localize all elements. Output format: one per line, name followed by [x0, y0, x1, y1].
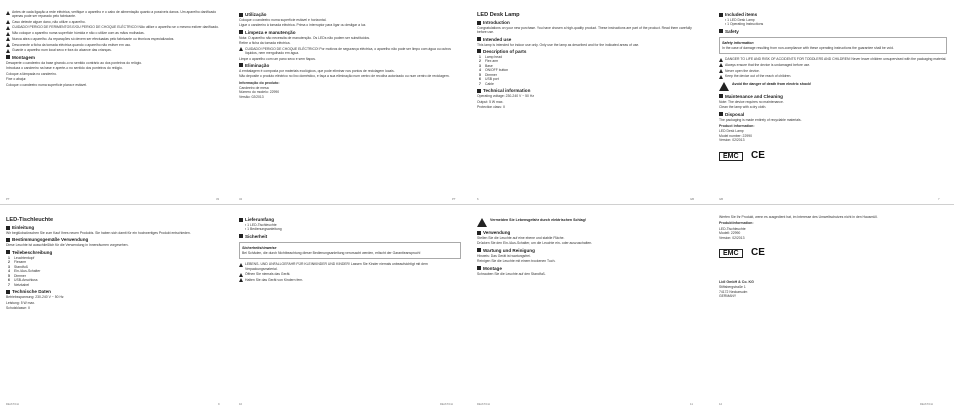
paragraph: Limpe o aparelho com um pano seco e sem fiapos.: [239, 56, 316, 61]
paragraph: A embalagem é composta por materiais ecológicos, que pode eliminar nos pontos de reciclagem locais.: [239, 68, 395, 73]
safety-bullet: Guarde o aparelho num local seco e fora do alcance das crianças.: [6, 48, 227, 53]
section-heading: Einleitung: [6, 225, 227, 230]
product-info-title: Produktinformation:: [719, 221, 754, 226]
safety-subheading: Safety information: [722, 40, 754, 45]
product-info: [719, 124, 947, 143]
section-heading: Wartung und Reinigung: [477, 248, 699, 253]
section-heading: Lieferumfang: [239, 217, 461, 222]
page-footer-lang: GB: [719, 197, 724, 201]
included-list: [239, 223, 461, 232]
section-square-icon: [477, 21, 481, 25]
parts-list-item: 5 Dimmer: [8, 273, 26, 278]
parts-list-item: 6 USB-Anschluss: [8, 278, 38, 283]
ce-mark: CE: [751, 246, 765, 258]
parts-list-item: 1 Leuchtenkopf: [8, 255, 35, 260]
paragraph: Congratulations on your new purchase. You have chosen a high-quality product. These instructions are part of the product. Read them carefully before use.: [477, 26, 692, 35]
page-number: 9: [218, 402, 220, 406]
paragraph: Drücken Sie den Ein-/Aus-Schalter, um die Leuchte ein- oder auszuschalten.: [477, 241, 593, 246]
warning-icon: [6, 11, 10, 15]
paragraph: Coloque a lâmpada no candeeiro.: [6, 71, 57, 76]
paragraph: Werfen Sie Ihr Produkt, wenn es ausgedient hat, im Interesse des Umweltschutzes nicht in den Hausmüll.: [719, 215, 878, 219]
paragraph: Fixe o abajur.: [6, 77, 27, 82]
warning-icon: [719, 58, 723, 62]
page-number: 6: [477, 197, 479, 201]
warning-icon: [719, 69, 723, 73]
product-info-title: Informação do produto:: [239, 80, 280, 85]
company-info: [719, 280, 947, 299]
section-heading: Disposal: [719, 112, 947, 117]
page-number: 7: [938, 197, 940, 201]
high-voltage-icon: [719, 82, 729, 91]
product-info-line: Candeeiro de mesa: [239, 86, 269, 91]
product-info-line: Modell: 22990: [719, 231, 741, 236]
column-de-1: [6, 215, 227, 401]
safety-bullet: CUIDADO! PERIGO DE FERIMENTOS E/OU PERIGO DE CHOQUE ELÉCTRICO! Não utilize o aparelho se o mesmo estiver danificado.: [6, 25, 227, 30]
page-footer-lang: DE/AT/CH: [920, 402, 933, 406]
included-list: [719, 18, 947, 27]
safety-bullet: Caso detecte algum dano, não utilize o aparelho.: [6, 20, 227, 25]
column-de-4: [719, 215, 947, 401]
page-number: 10: [239, 402, 243, 406]
paragraph: Clean the lamp with a dry cloth.: [719, 105, 767, 110]
warning-icon: [719, 63, 723, 67]
section-heading: Bestimmungsgemäße Verwendung: [6, 237, 227, 242]
section-square-icon: [477, 248, 481, 252]
parts-list-item: 7 Cable: [479, 81, 494, 86]
column-de-3: [477, 215, 699, 401]
parts-list: [6, 256, 227, 288]
column-gb-2: [719, 10, 947, 196]
section-square-icon: [477, 266, 481, 270]
emc-logo: EMC: [719, 152, 743, 161]
tech-spec: Betriebsspannung: 230-240 V ~ 50 Hz: [6, 295, 64, 300]
section-heading: Teilebeschreibung: [6, 250, 227, 255]
section-square-icon: [477, 37, 481, 41]
parts-list-item: 4 ON/OFF button: [479, 68, 509, 73]
included-item: ▪ 1 Bedienungsanleitung: [245, 227, 461, 231]
warning-icon: [239, 47, 243, 51]
page-footer-lang: DE/AT/CH: [6, 402, 19, 406]
high-voltage-icon: [477, 218, 487, 227]
paragraph: Diese Leuchte ist ausschließlich für die Verwendung in Innenräumen vorgesehen.: [6, 243, 129, 248]
section-heading: Montagem: [6, 55, 227, 60]
warning-icon: [6, 32, 10, 36]
paragraph: Hinweis: Das Gerät ist wartungsfrei.: [477, 253, 531, 258]
page-footer-lang: PT: [452, 197, 456, 201]
product-info-line: Model number: 22990: [719, 133, 752, 138]
page-number: 34: [239, 197, 243, 201]
section-heading: Safety: [719, 29, 947, 34]
section-heading: Technical information: [477, 88, 699, 93]
safety-bullet: Keep the device out of the reach of children.: [719, 74, 947, 79]
paragraph: Desaperte o candeeiro da base girando-o no sentido contrário ao dos ponteiros do relógio.: [6, 60, 143, 65]
product-info-line: Version: 02/2013: [719, 138, 745, 143]
section-heading: Eliminação: [239, 63, 461, 68]
tech-spec: Leistung: 5 W max.: [6, 300, 36, 305]
page-bottom: [0, 205, 954, 409]
section-square-icon: [477, 231, 481, 235]
safety-box: [239, 242, 461, 259]
included-item: ▪ 1 Operating Instructions: [725, 22, 947, 26]
page-footer-lang: PT: [6, 197, 10, 201]
parts-list-item: 3 Base: [479, 63, 493, 68]
warning-paragraph: CUIDADO! PERIGO DE CHOQUE ELÉCTRICO! Por motivos de segurança eléctrica, o aparelho não pode ser limpo com água ou outros líquidos, nem mergulhado em água.: [239, 47, 461, 56]
column-pt-1: [6, 10, 227, 196]
section-square-icon: [477, 49, 481, 53]
safety-bullet: LEBENS- UND UNFALLGEFAHR FÜR KLEINKINDER UND KINDER! Lassen Sie Kinder niemals unbeaufsichtigt mit dem Verpackungsmaterial.: [239, 262, 461, 271]
column-pt-2: [239, 10, 461, 196]
page-number: 33: [216, 197, 220, 201]
column-gb-1: [477, 10, 699, 196]
paragraph: Wir beglückwünschen Sie zum Kauf Ihres neuen Produkts. Sie haben sich damit für ein hochwertiges Produkt entschieden.: [6, 231, 191, 235]
paragraph: Retire a ficha da tomada eléctrica.: [239, 41, 291, 46]
column-de-2: [239, 215, 461, 401]
paragraph: Coloque o candeeiro numa superfície estável e horizontal.: [239, 18, 327, 22]
tech-spec: Output: 5 W max.: [477, 99, 504, 104]
tech-spec: Operating voltage: 230-240 V ~ 50 Hz: [477, 94, 535, 99]
safety-bullet: Desconecte a ficha da tomada eléctrica quando o aparelho não estiver em uso.: [6, 43, 227, 48]
section-square-icon: [719, 112, 723, 116]
section-heading: Utilização: [239, 12, 461, 17]
warning-icon: [719, 75, 723, 79]
section-square-icon: [6, 226, 10, 230]
page-footer-lang: GB: [690, 197, 695, 201]
certification-logos: [719, 145, 947, 163]
page-footer-lang: DE/AT/CH: [440, 402, 453, 406]
paragraph: Não deposite o produto eléctrico no lixo doméstico, e faça a sua eliminação num centro de recolha autorizado ou num centro de reciclagem.: [239, 74, 450, 79]
product-info: [239, 81, 461, 100]
section-heading: Maintenance and Cleaning: [719, 94, 947, 99]
company-line: Stiftsbergstraße 1: [719, 285, 746, 290]
included-item: ▪ 1 LED-Tischleuchte: [245, 223, 461, 227]
product-info-line: LED Desk Lamp: [719, 129, 744, 134]
safety-subheading: Sicherheitshinweise: [242, 245, 277, 250]
product-info-line: Versão: 02/2013: [239, 94, 264, 99]
warning-icon: [6, 37, 10, 41]
section-square-icon: [239, 13, 243, 17]
product-info-line: Número do modelo: 22990: [239, 90, 280, 95]
page-number: 11: [690, 402, 693, 406]
section-square-icon: [719, 29, 723, 33]
parts-list-item: 5 Dimmer: [479, 72, 497, 77]
document-title: LED Desk Lamp: [477, 12, 520, 18]
section-square-icon: [239, 218, 243, 222]
section-heading: Sicherheit: [239, 234, 461, 239]
paragraph: Nota: O aparelho não necessita de manutenção. Os LEDs não podem ser substituídos.: [239, 35, 370, 40]
section-heading: Included items: [719, 12, 947, 17]
warning-icon: [6, 49, 10, 53]
section-square-icon: [6, 55, 10, 59]
shock-warning: Avoid the danger of death from electric shock!: [719, 82, 947, 91]
section-square-icon: [239, 63, 243, 67]
product-info: [719, 221, 947, 240]
emc-logo: EMC: [719, 249, 743, 258]
section-square-icon: [239, 30, 243, 34]
paragraph: Bei Schäden, die durch Nichtbeachtung dieser Bedienungsanleitung verursacht werden, erlischt der Garantieanspruch!: [242, 250, 421, 255]
safety-bullet: Não coloque o aparelho numa superfície húmida e não o utilize com as mãos molhadas.: [6, 31, 227, 36]
paragraph: Schrauben Sie die Leuchte auf den Standfuß.: [477, 271, 546, 276]
paragraph: The packaging is made entirely of recyclable materials.: [719, 117, 802, 122]
parts-list-item: 2 Flex arm: [479, 59, 499, 64]
section-square-icon: [6, 238, 10, 242]
warning-icon: [239, 278, 243, 282]
section-square-icon: [6, 290, 10, 294]
ce-mark: CE: [751, 149, 765, 161]
section-square-icon: [239, 234, 243, 238]
warning-icon: [6, 43, 10, 47]
page-footer-lang: DE/AT/CH: [477, 402, 490, 406]
warning-icon: [239, 263, 243, 267]
paragraph: Ligue o candeeiro à tomada eléctrica. Prima o interruptor para ligar ou desligar a luz.: [239, 23, 367, 28]
paragraph: Coloque o candeeiro numa superfície plana e estável.: [6, 82, 88, 87]
company-line: GERMANY: [719, 294, 737, 299]
certification-logos: [719, 242, 947, 260]
tech-spec: Schutzklasse: II: [6, 306, 30, 311]
paragraph: Introduza o candeeiro na base e aperte-o no sentido dos ponteiros do relógio.: [6, 66, 123, 71]
paragraph: Stellen Sie die Leuchte auf eine ebene und stabile Fläche.: [477, 236, 565, 240]
page-top: [0, 0, 954, 204]
safety-bullet: Halten Sie das Gerät von Kindern fern.: [239, 278, 461, 283]
product-info-line: Version: 02/2013: [719, 235, 745, 240]
tech-spec: Protection class: II: [477, 105, 505, 110]
warning-icon: [239, 273, 243, 277]
parts-list-item: 1 Lamp head: [479, 54, 502, 59]
section-heading: Introduction: [477, 20, 699, 25]
parts-list-item: 7 Netzkabel: [8, 282, 30, 287]
paragraph: Reinigen Sie die Leuchte mit einem trockenen Tuch.: [477, 259, 556, 264]
company-line: 74172 Neckarsulm: [719, 289, 748, 294]
product-info-title: Product information:: [719, 123, 755, 128]
product-info-line: LED-Tischleuchte: [719, 226, 746, 231]
company-name: Lidl GmbH & Co. KG: [719, 279, 754, 284]
section-heading: Description of parts: [477, 49, 699, 54]
warning-icon: [6, 20, 10, 24]
safety-box: [719, 37, 947, 54]
section-square-icon: [719, 94, 723, 98]
safety-bullet: Always ensure that the device is undamaged before use.: [719, 63, 947, 68]
section-square-icon: [477, 89, 481, 93]
parts-list-item: 3 Standfuß: [8, 264, 28, 269]
parts-list: [477, 55, 699, 87]
parts-list-item: 2 Flexarm: [8, 260, 27, 265]
paragraph: Note: The device requires no maintenance.: [719, 99, 784, 104]
page-number: 12: [719, 402, 723, 406]
shock-warning: Vermeiden Sie Lebensgefahr durch elektrischen Schlag!: [477, 218, 699, 227]
document-title: LED-Tischleuchte: [6, 217, 54, 223]
section-square-icon: [6, 250, 10, 254]
warning-icon: [6, 26, 10, 30]
parts-list-item: 6 USB port: [479, 77, 499, 82]
section-heading: Montage: [477, 266, 699, 271]
section-heading: Intended use: [477, 37, 699, 42]
included-item: ▪ 1 LED Desk Lamp: [725, 18, 947, 22]
section-square-icon: [719, 13, 723, 17]
safety-bullet: Never open the device.: [719, 69, 947, 74]
section-heading: Limpeza e manutenção: [239, 30, 461, 35]
parts-list-item: 4 Ein-/Aus-Schalter: [8, 269, 41, 274]
safety-bullet: DANGER TO LIFE AND RISK OF ACCIDENTS FOR TODDLERS AND CHILDREN! Never leave children unsupervised with the packaging material.: [719, 57, 947, 62]
safety-bullet: Öffnen Sie niemals das Gerät.: [239, 272, 461, 277]
paragraph: This lamp is intended for indoor use only. Only use the lamp as described and for the indicated areas of use.: [477, 42, 640, 47]
paragraph: In the case of damage resulting from non-compliance with these operating instructions the guarantee shall be void.: [722, 45, 894, 50]
section-heading: Verwendung: [477, 230, 699, 235]
safety-bullet: Antes de cada ligação a rede eléctrica, verifique o aparelho e o cabo de alimentação quanto a possíveis danos. Um aparelho danificado apenas pode ser reparado pelo fabricante.: [6, 10, 227, 19]
safety-bullet: Nunca abra o aparelho. As reparações só devem ser efectuadas pelo fabricante ou técnicos especializados.: [6, 37, 227, 42]
section-heading: Technische Daten: [6, 289, 227, 294]
